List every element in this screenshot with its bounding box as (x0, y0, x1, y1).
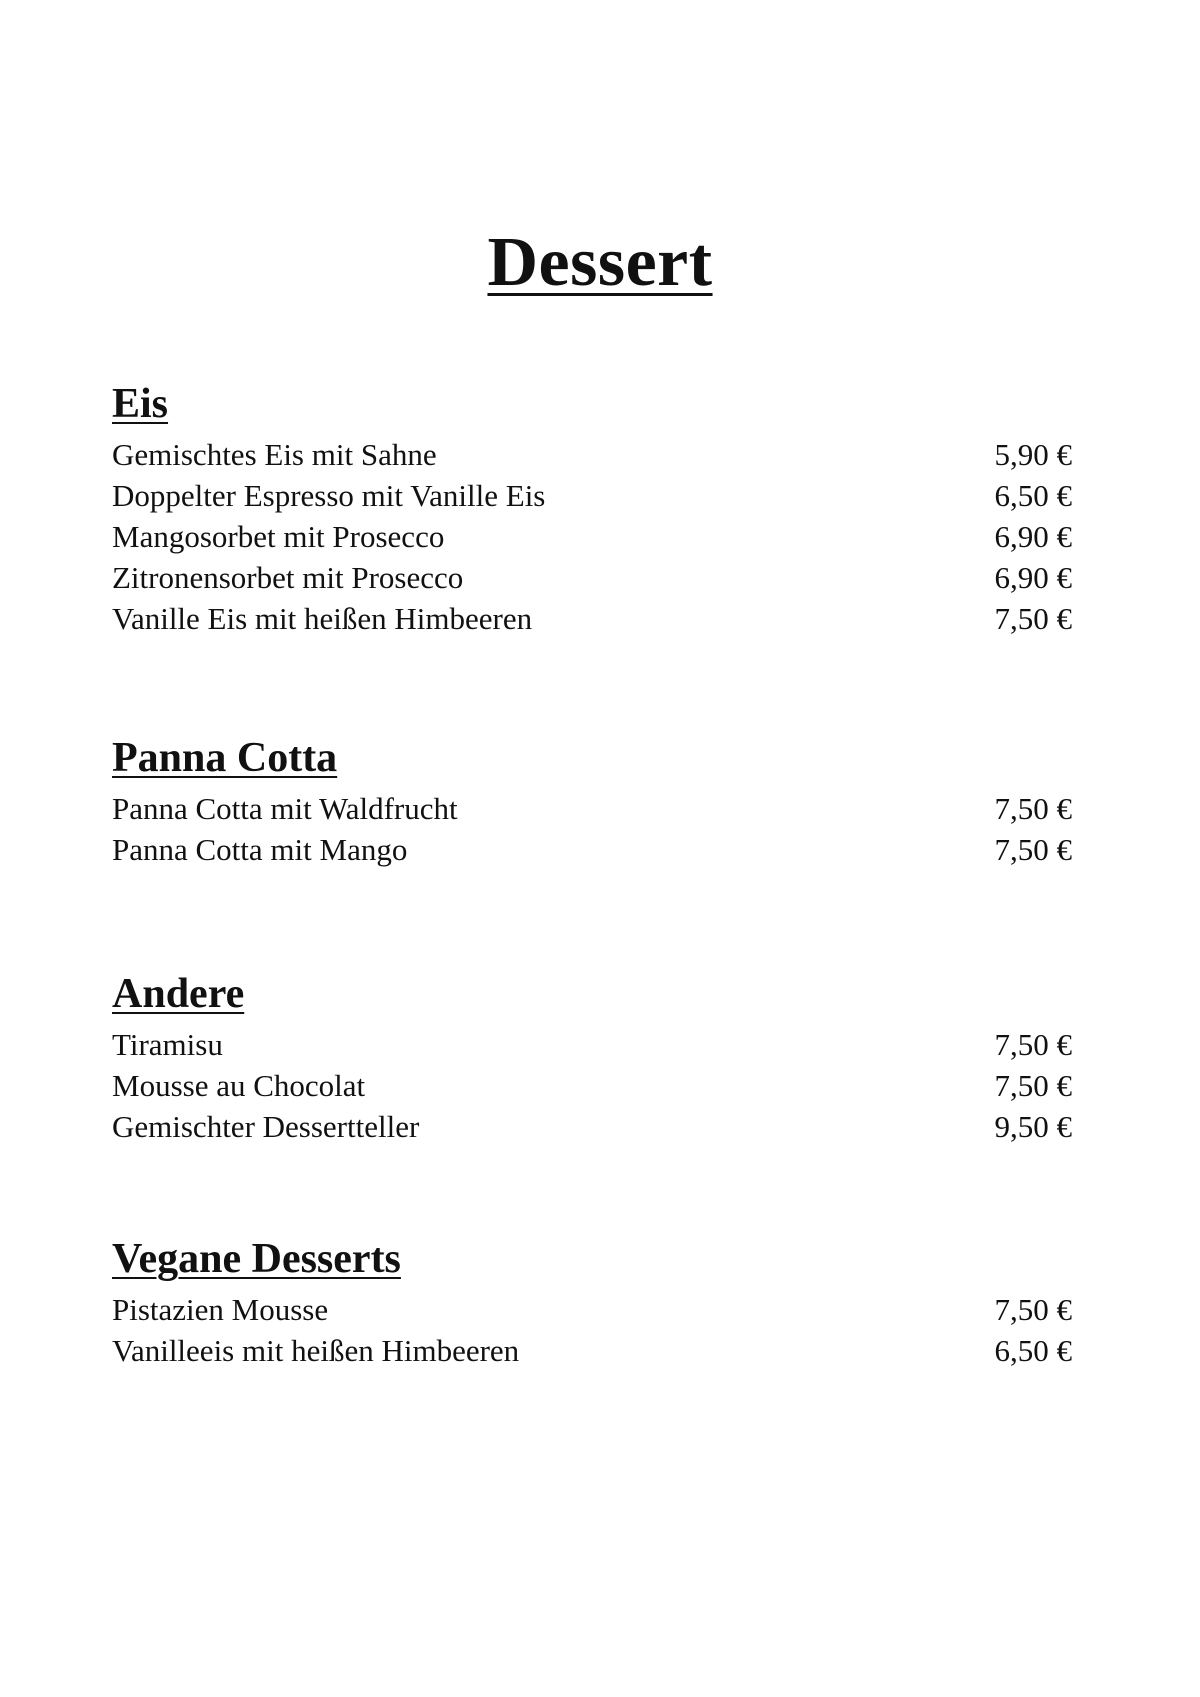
menu-section-vegane-desserts (112, 1235, 1072, 1371)
item-name: Zitronensorbet mit Prosecco (112, 560, 464, 595)
item-price: 7,50 € (994, 1027, 1072, 1062)
item-price: 6,90 € (994, 560, 1072, 595)
menu-section-panna-cotta (112, 734, 1072, 870)
menu-item (112, 1289, 1072, 1330)
menu-section-eis (112, 380, 1072, 639)
item-name: Pistazien Mousse (112, 1292, 329, 1327)
item-name: Mangosorbet mit Prosecco (112, 519, 445, 554)
item-price: 7,50 € (994, 832, 1072, 867)
item-price: 7,50 € (994, 791, 1072, 826)
item-name: Vanille Eis mit heißen Himbeeren (112, 601, 533, 636)
menu-item (112, 788, 1072, 829)
item-name: Panna Cotta mit Mango (112, 832, 408, 867)
menu-item (112, 557, 1072, 598)
item-price: 7,50 € (994, 1292, 1072, 1327)
menu-item (112, 516, 1072, 557)
menu-item (112, 598, 1072, 639)
item-price: 6,50 € (994, 478, 1072, 513)
item-price: 6,90 € (994, 519, 1072, 554)
section-heading: Vegane Desserts (112, 1236, 401, 1282)
item-name: Gemischter Dessertteller (112, 1109, 420, 1144)
item-name: Gemischtes Eis mit Sahne (112, 437, 437, 472)
item-name: Vanilleeis mit heißen Himbeeren (112, 1333, 520, 1368)
item-price: 9,50 € (994, 1109, 1072, 1144)
page-title: Dessert (487, 224, 713, 301)
item-price: 6,50 € (994, 1333, 1072, 1368)
menu-item (112, 1330, 1072, 1371)
item-price: 7,50 € (994, 601, 1072, 636)
section-heading: Eis (112, 381, 169, 427)
menu-item (112, 434, 1072, 475)
section-heading: Panna Cotta (112, 735, 338, 781)
menu-item (112, 829, 1072, 870)
item-name: Mousse au Chocolat (112, 1068, 366, 1103)
item-name: Doppelter Espresso mit Vanille Eis (112, 478, 546, 513)
menu-item (112, 1065, 1072, 1106)
item-name: Panna Cotta mit Waldfrucht (112, 791, 458, 826)
menu-section-andere (112, 970, 1072, 1147)
item-name: Tiramisu (112, 1027, 223, 1062)
item-price: 5,90 € (994, 437, 1072, 472)
menu-item (112, 1024, 1072, 1065)
menu-item (112, 475, 1072, 516)
menu-item (112, 1106, 1072, 1147)
section-heading: Andere (112, 971, 245, 1017)
item-price: 7,50 € (994, 1068, 1072, 1103)
